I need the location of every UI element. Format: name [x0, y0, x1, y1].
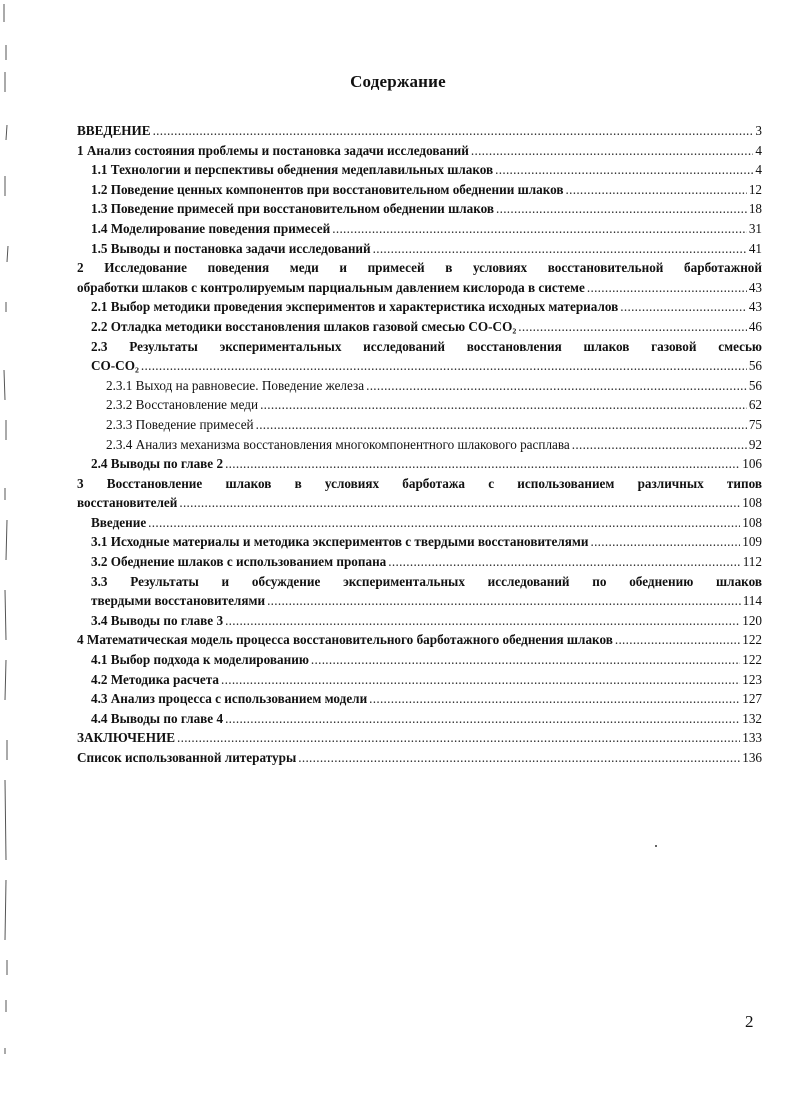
toc-entry-title: 1 Анализ состояния проблемы и постановка задачи исследований	[77, 142, 469, 158]
toc-entry[interactable]	[77, 513, 762, 533]
toc-entry-title: ВВЕДЕНИЕ	[77, 123, 151, 138]
toc-page-number: 31	[748, 220, 762, 236]
toc-entry[interactable]	[77, 630, 762, 650]
toc-entry[interactable]	[77, 670, 762, 690]
toc-page-number: 120	[742, 612, 762, 628]
toc-entry[interactable]	[77, 572, 762, 611]
toc-entry-title: 4.4 Выводы по главе 4	[91, 710, 224, 726]
toc-dot-leader	[388, 552, 740, 572]
toc-page-number: 136	[742, 750, 762, 765]
toc-entry[interactable]	[77, 337, 762, 376]
toc-dot-leader	[298, 748, 740, 768]
toc-dot-leader	[153, 121, 754, 141]
toc-dot-leader	[256, 415, 747, 435]
toc-entry-title: 4.3 Анализ процесса с использованием модели	[91, 691, 368, 707]
toc-page-number: 4	[755, 142, 762, 158]
toc-entry[interactable]	[77, 121, 762, 141]
toc-entry[interactable]	[77, 376, 762, 396]
toc-entry-title: 2.3.4 Анализ механизма восстановления многокомпонентного шлакового расплава	[106, 436, 570, 452]
toc-page-number: 46	[748, 318, 762, 334]
toc-entry[interactable]	[77, 199, 762, 219]
toc-entry-title: 1.2 Поведение ценных компонентов при восстановительном обеднении шлаков	[91, 181, 564, 197]
toc-page-number: 43	[748, 279, 762, 295]
scan-edge-marks	[0, 0, 14, 1096]
toc-entry-title: восстановителей	[77, 495, 178, 511]
toc-page-number: 132	[742, 710, 762, 726]
toc-entry[interactable]	[77, 317, 762, 337]
toc-entry-title: 1.4 Моделирование поведения примесей	[91, 220, 331, 236]
toc-page-number: 122	[742, 632, 762, 648]
toc-dot-leader	[496, 199, 747, 219]
toc-page-number: 41	[748, 240, 762, 256]
toc-entry-title: 2.3.3 Поведение примесей	[106, 416, 254, 432]
toc-entry[interactable]	[77, 180, 762, 200]
toc-dot-leader	[518, 317, 747, 337]
toc-entry[interactable]	[77, 728, 762, 748]
toc-entry-title: CO-CO₂	[91, 358, 139, 374]
toc-entry-title: 1.5 Выводы и постановка задачи исследований	[91, 240, 371, 256]
toc-dot-leader	[179, 493, 740, 513]
toc-entry-title-line: 2.3 Результаты экспериментальных исследований восстановления шлаков газовой смесью	[91, 338, 762, 354]
toc-entry[interactable]	[77, 532, 762, 552]
toc-page-number: 3	[755, 123, 762, 138]
toc-entry-title: 2.4 Выводы по главе 2	[91, 456, 224, 472]
toc-entry[interactable]	[77, 474, 762, 513]
toc-dot-leader	[590, 532, 740, 552]
toc-dot-leader	[225, 611, 740, 631]
toc-entry[interactable]	[77, 219, 762, 239]
toc-entry-title: 4.2 Методика расчета	[91, 671, 220, 687]
toc-page-number: 18	[748, 201, 762, 217]
toc-entry[interactable]	[77, 297, 762, 317]
toc-page-number: 109	[742, 534, 762, 550]
toc-entry-title: 3.1 Исходные материалы и методика экспериментов с твердыми восстановителями	[91, 534, 589, 550]
toc-dot-leader	[587, 278, 747, 298]
toc-page-number: 75	[748, 416, 762, 432]
page-number: 2	[745, 1012, 754, 1031]
toc-entry-title: 2.1 Выбор методики проведения экспериментов и характеристика исходных материалов	[91, 299, 619, 315]
toc-page-number: 114	[742, 593, 762, 609]
toc-entry-title: 2.3.2 Восстановление меди	[106, 397, 259, 413]
toc-entry[interactable]	[77, 258, 762, 297]
toc-entry[interactable]	[77, 239, 762, 259]
toc-entry-title: твердыми восстановителями	[91, 593, 266, 609]
toc-entry[interactable]	[77, 454, 762, 474]
toc-dot-leader	[615, 630, 740, 650]
table-of-contents	[77, 121, 762, 768]
toc-dot-leader	[471, 141, 754, 161]
toc-page-number: 133	[742, 730, 762, 746]
toc-page-number: 106	[742, 456, 762, 472]
toc-page-number: 92	[748, 436, 762, 452]
toc-entry-title: 3.4 Выводы по главе 3	[91, 612, 224, 628]
toc-entry-title: ЗАКЛЮЧЕНИЕ	[77, 730, 176, 746]
toc-dot-leader	[141, 356, 747, 376]
toc-entry-title-line: 3.3 Результаты и обсуждение экспериментальных исследований по обеднению шлаков	[91, 573, 762, 589]
toc-page-number: 12	[748, 181, 762, 197]
toc-entry-title: обработки шлаков с контролируемым парциальным давлением кислорода в системе	[77, 279, 585, 295]
toc-dot-leader	[620, 297, 747, 317]
toc-entry-title: 3.2 Обеднение шлаков с использованием пропана	[91, 554, 387, 570]
toc-dot-leader	[177, 728, 740, 748]
toc-dot-leader	[566, 180, 747, 200]
toc-page-number: 123	[742, 671, 762, 687]
toc-dot-leader	[373, 239, 747, 259]
toc-dot-leader	[311, 650, 740, 670]
toc-entry[interactable]	[77, 552, 762, 572]
toc-entry[interactable]	[77, 435, 762, 455]
toc-dot-leader	[148, 513, 740, 533]
toc-page-number: 108	[742, 495, 762, 511]
toc-entry[interactable]	[77, 689, 762, 709]
toc-entry-title-line: 2 Исследование поведения меди и примесей в условиях восстановительной барботажной	[77, 260, 762, 276]
toc-entry[interactable]	[77, 160, 762, 180]
page-title: Содержание	[350, 72, 446, 91]
toc-dot-leader	[572, 435, 747, 455]
toc-dot-leader	[366, 376, 747, 396]
toc-entry-title: 4.1 Выбор подхода к моделированию	[91, 652, 309, 668]
toc-entry-title: 1.3 Поведение примесей при восстановительном обеднении шлаков	[91, 201, 495, 217]
toc-page-number: 127	[742, 691, 762, 707]
toc-entry[interactable]	[77, 141, 762, 161]
toc-dot-leader	[267, 591, 741, 611]
toc-entry-title: 1.1 Технологии и перспективы обеднения медеплавильных шлаков	[91, 162, 494, 178]
toc-entry-title-line: 3 Восстановление шлаков в условиях барботажа с использованием различных типов	[77, 475, 762, 491]
toc-page-number: 112	[742, 554, 762, 570]
toc-page-number: 62	[748, 397, 762, 413]
toc-entry[interactable]	[77, 611, 762, 631]
toc-dot-leader	[225, 454, 740, 474]
toc-page-number: 108	[742, 514, 762, 530]
toc-page-number: 43	[748, 299, 762, 315]
toc-page-number: 56	[748, 358, 762, 374]
toc-dot-leader	[332, 219, 747, 239]
toc-page-number: 4	[755, 162, 762, 178]
toc-dot-leader	[260, 395, 747, 415]
toc-entry[interactable]	[77, 415, 762, 435]
toc-entry-title: 2.3.1 Выход на равновесие. Поведение железа	[106, 377, 365, 393]
toc-dot-leader	[225, 709, 740, 729]
toc-dot-leader	[495, 160, 753, 180]
toc-dot-leader	[221, 670, 740, 690]
toc-dot-leader	[369, 689, 740, 709]
toc-entry[interactable]	[77, 709, 762, 729]
toc-entry[interactable]	[77, 395, 762, 415]
toc-entry[interactable]	[77, 650, 762, 670]
toc-entry-title: Введение	[91, 514, 147, 530]
toc-page-number: 122	[742, 652, 762, 668]
toc-entry-title: Список использованной литературы	[77, 750, 297, 765]
scan-speck	[655, 845, 657, 847]
toc-page-number: 56	[748, 377, 762, 393]
toc-entry-title: 2.2 Отладка методики восстановления шлаков газовой смесью CO-CO₂	[91, 318, 517, 334]
toc-entry-title: 4 Математическая модель процесса восстановительного барботажного обеднения шлаков	[77, 632, 613, 648]
toc-entry[interactable]	[77, 748, 762, 768]
